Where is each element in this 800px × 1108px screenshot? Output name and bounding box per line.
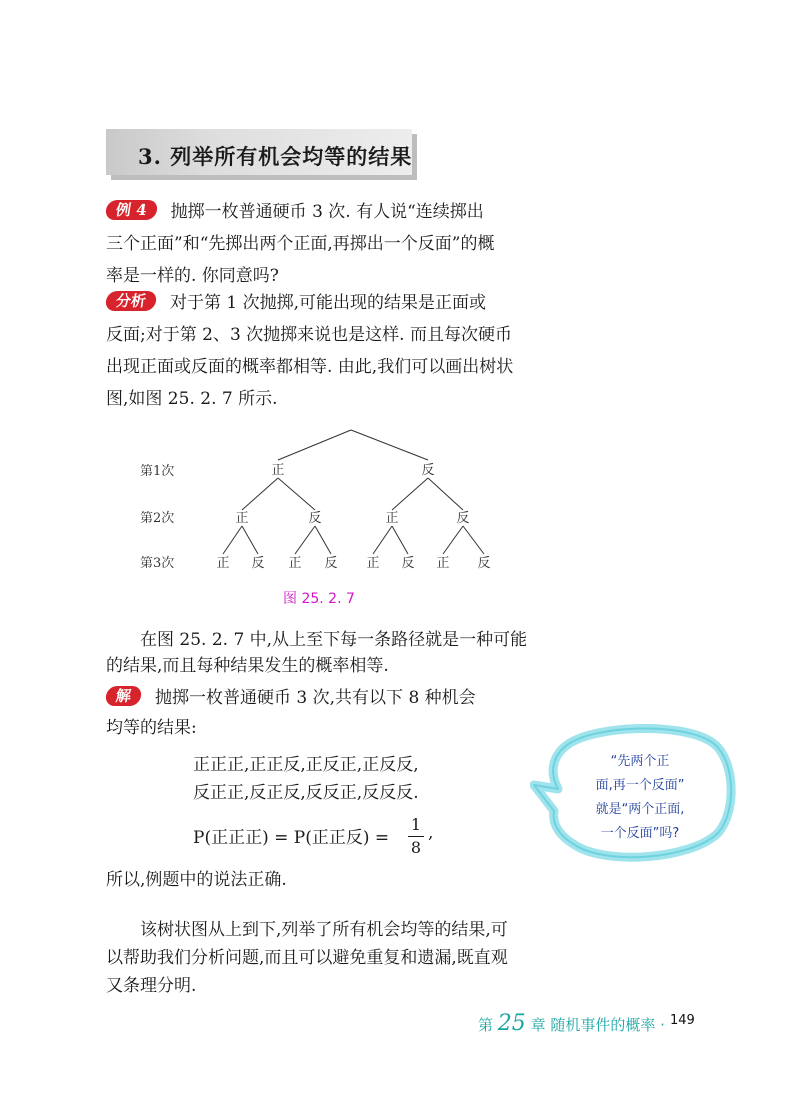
tree-leaf: 反 [251, 556, 265, 571]
example-badge: 例 4 [105, 200, 158, 220]
edge-r1-r [428, 478, 463, 510]
tree-edges [223, 430, 484, 554]
fraction [408, 815, 424, 858]
footer-chapter: 第 25 章 随机事件的概率 · [478, 1011, 665, 1036]
edge-l1-r [278, 478, 315, 510]
chapter-number: 25 [497, 1011, 526, 1036]
after-figure-line-1: 在图 25. 2. 7 中,从上至下每一条路径就是一种可能 [140, 630, 528, 650]
tree-leaf: 反 [324, 556, 338, 571]
outcomes-line-2: 反正正,反正反,反反正,反反反. [193, 783, 419, 803]
tree-leaf: 正 [436, 556, 450, 571]
tree-node: 正 [385, 511, 399, 526]
tree-leaf: 反 [477, 556, 491, 571]
analysis-line-2: 反面;对于第 2、3 次抛掷来说也是这样. 而且每次硬币 [106, 325, 512, 345]
solution-line-2: 均等的结果: [106, 718, 197, 738]
tree-node: 反 [456, 511, 470, 526]
formula-end: , [428, 823, 434, 843]
tree-leaf: 正 [216, 556, 230, 571]
tree-level-label-1: 第1次 [140, 464, 175, 479]
figure-caption: 图 25. 2. 7 [283, 591, 355, 607]
edge-root-l [278, 430, 351, 460]
tree-node: 正 [235, 511, 249, 526]
fraction-bar [408, 836, 424, 837]
page-number: 149 [670, 1013, 695, 1028]
tree-node: 正 [271, 463, 285, 478]
analysis-badge: 分析 [105, 291, 158, 311]
after-figure-line-2: 的结果,而且每种结果发生的概率相等. [106, 656, 389, 676]
solution-conclusion: 所以,例题中的说法正确. [106, 870, 287, 890]
edge-root-r [351, 430, 428, 460]
edge-r1-l [392, 478, 428, 510]
fraction-denominator: 8 [410, 838, 422, 857]
analysis-line-4: 图,如图 25. 2. 7 所示. [106, 389, 278, 409]
solution-line-1: 解 抛掷一枚普通硬币 3 次,共有以下 8 种机会 [106, 682, 531, 714]
outcomes-line-1: 正正正,正正反,正反正,正反反, [193, 755, 419, 775]
tree-level-label-2: 第2次 [140, 511, 175, 526]
edge-l1-l [242, 478, 278, 510]
tree-node: 反 [308, 511, 322, 526]
example-line-2: 三个正面”和“先掷出两个正面,再掷出一个反面”的概 [106, 234, 495, 254]
tree-level-label-3: 第3次 [140, 556, 175, 571]
tree-leaf: 正 [366, 556, 380, 571]
analysis-line-3: 出现正面或反面的概率都相等. 由此,我们可以画出树状 [106, 357, 514, 377]
analysis-line-1: 分析 对于第 1 次抛掷,可能出现的结果是正面或 [106, 287, 531, 319]
tree-leaf: 正 [288, 556, 302, 571]
tree-node: 反 [421, 463, 435, 478]
summary-line-2: 以帮助我们分析问题,而且可以避免重复和遗漏,既直观 [106, 948, 508, 968]
solution-badge: 解 [105, 686, 143, 706]
summary-line-3: 又条理分明. [106, 976, 197, 996]
tree-leaf: 反 [401, 556, 415, 571]
summary-line-1: 该树状图从上到下,列举了所有机会均等的结果,可 [140, 920, 508, 940]
probability-formula: P(正正正) = P(正正反) = [193, 828, 390, 848]
fraction-numerator: 1 [410, 815, 422, 834]
example-line-1: 例 4 抛掷一枚普通硬币 3 次. 有人说“连续掷出 [106, 196, 531, 228]
bubble-text: “先两个正 面,再一个反面” 就是“两个正面, 一个反面”吗? [595, 754, 685, 841]
section-title: 3. 列举所有机会均等的结果 [138, 144, 413, 169]
example-line-3: 率是一样的. 你同意吗? [106, 266, 279, 286]
